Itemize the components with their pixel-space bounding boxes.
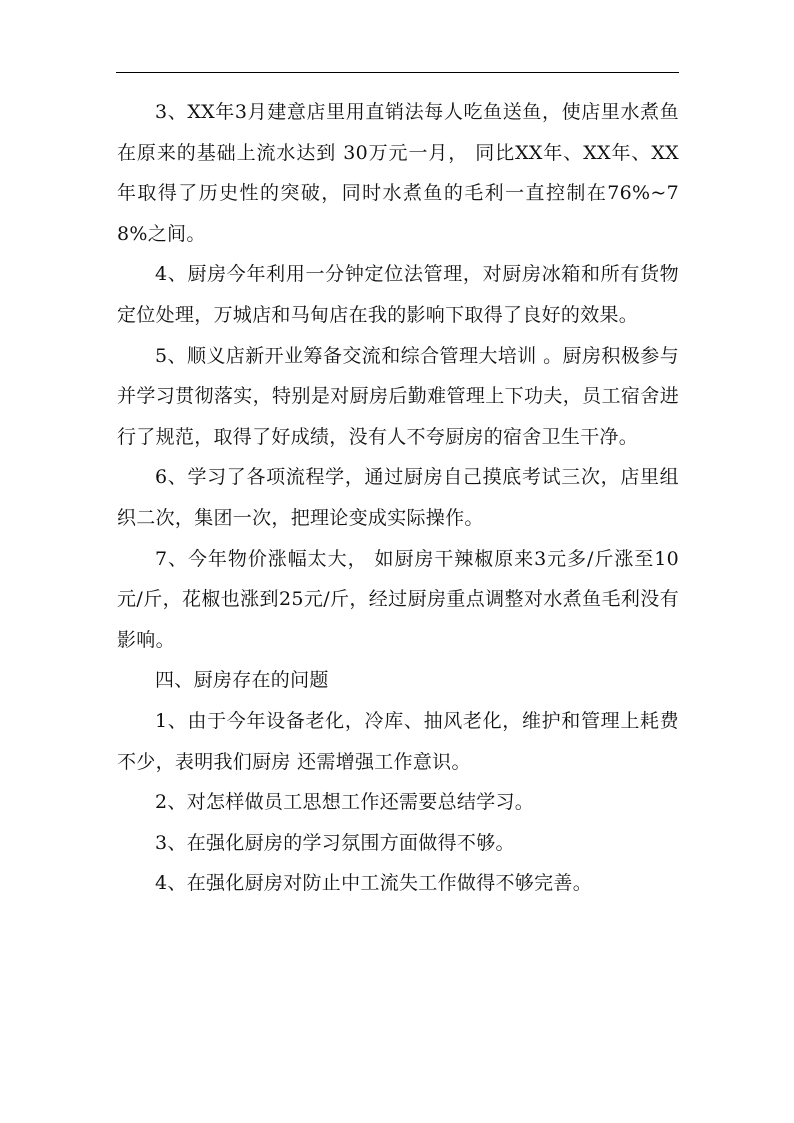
paragraph-problem-4: 4、在强化厨房对防止中工流失工作做得不够完善。 [155, 872, 592, 895]
paragraph-achievement-7: 7、今年物价涨幅太大， 如厨房干辣椒原来3元多/斤涨至10元/斤，花椒也涨到25元/斤，经过厨房重点调整对水煮鱼毛利没有影响。 [117, 547, 679, 651]
paragraph-problem-1: 1、由于今年设备老化，冷库、抽风老化，维护和管理上耗费不少，表明我们厨房 还需增强工作意识。 [117, 709, 679, 773]
paragraph-problem-2: 2、对怎样做员工思想工作还需要总结学习。 [155, 791, 535, 814]
header-rule [116, 72, 679, 73]
paragraph-achievement-5: 5、顺义店新开业筹备交流和综合管理大培训 。厨房积极参与并学习贯彻落实，特别是对厨房后勤难管理上下功夫，员工宿舍进行了规范，取得了好成绩，没有人不夸厨房的宿舍卫生干净。 [117, 344, 679, 448]
section-heading-problems: 四、厨房存在的问题 [155, 669, 329, 692]
paragraph-achievement-6: 6、学习了各项流程学，通过厨房自己摸底考试三次，店里组织二次，集团一次，把理论变成实际操作。 [117, 466, 679, 529]
paragraph-achievement-3: 3、XX年3月建意店里用直销法每人吃鱼送鱼，使店里水煮鱼在原来的基础上流水达到 30万元一月， 同比XX年、XX年、XX年取得了历史性的突破，同时水煮鱼的毛利一直控制在76%~78%之间。 [117, 101, 679, 245]
paragraph-problem-3: 3、在强化厨房的学习氛围方面做得不够。 [155, 831, 515, 854]
document-body [117, 92, 679, 904]
paragraph-achievement-4: 4、厨房今年利用一分钟定位法管理，对厨房冰箱和所有货物定位处理，万城店和马甸店在我的影响下取得了良好的效果。 [117, 263, 679, 326]
